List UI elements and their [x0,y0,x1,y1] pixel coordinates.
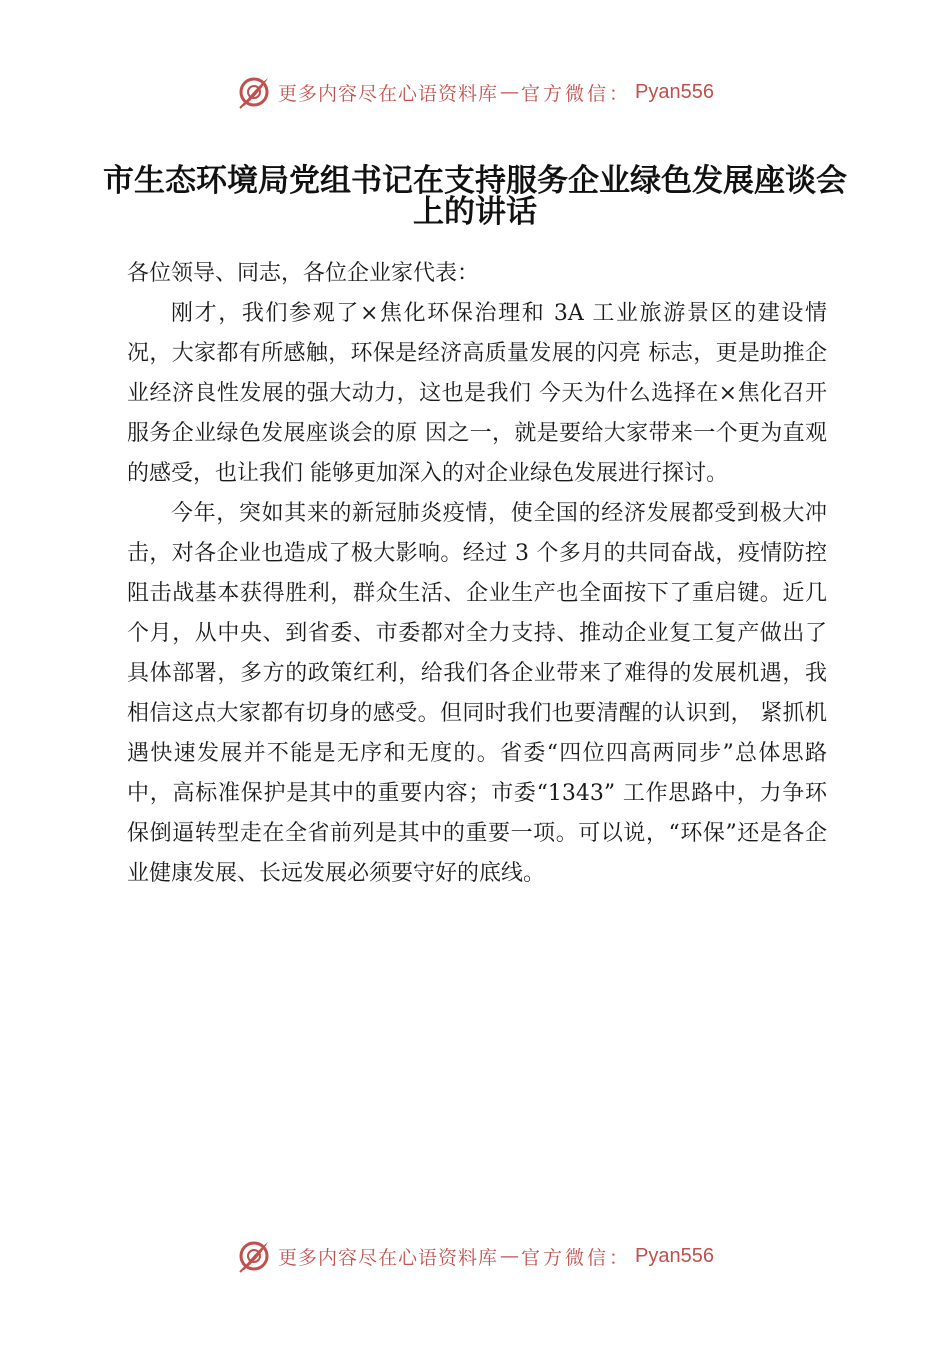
paragraph-2: 今年，突如其来的新冠肺炎疫情，使全国的经济发展都受到极大冲击，对各企业也造成了极大影响。经过 3 个多月的共同奋战，疫情防控阻击战基本获得胜利，群众生活、企业生产也全面按下了重启键。近几个月，从中央、到省委、市委都对全力支持、推动企业复工复产做出了具体部署，多方的政策红利，给我们各企业带来了难得的发展机遇，我相信这点大家都有切身的感受。但同时我们也要清醒的认识到， 紧抓机遇快速发展并不能是无序和无度的。省委“四位四高两同步”总体思路中，高标准保护是其中的重要内容；市委“1343” 工作思路中，力争环保倒逼转型走在全省前列是其中的重要一项。可以说，“环保”还是各企业健康发展、长远发展必须要守好的底线。 [127,501,827,886]
feather-logo-icon [236,74,272,110]
watermark-dash: — [500,1245,520,1267]
feather-logo-icon [236,1238,272,1274]
watermark-dash: — [500,81,520,103]
watermark-wechat-id: Pyan556 [635,1244,714,1267]
document-title: 市生态环境局党组书记在支持服务企业绿色发展座谈会上的讲话 [103,163,847,230]
header-watermark-banner [0,72,950,112]
watermark-wechat-id: Pyan556 [635,80,714,103]
watermark-wechat-label: 官方微信： [521,82,632,105]
document-body [127,254,827,894]
paragraph-1: 刚才，我们参观了×焦化环保治理和 3A 工业旅游景区的建设情况，大家都有所感触，环保是经济高质量发展的闪亮 标志，更是助推企业经济良性发展的强大动力，这也是我们 今天为什么选择在×焦化召开服务企业绿色发展座谈会的原 因之一，就是要给大家带来一个更为直观的感受，也让我们 能够更加深入的对企业绿色发展进行探讨。 [127,301,827,486]
watermark-slogan: 更多内容尽在心语资料库 [278,1246,499,1269]
footer-watermark-banner [0,1236,950,1276]
watermark-wechat-label: 官方微信： [521,1246,632,1269]
watermark-slogan: 更多内容尽在心语资料库 [278,82,499,105]
salutation: 各位领导、同志，各位企业家代表： [127,261,480,286]
